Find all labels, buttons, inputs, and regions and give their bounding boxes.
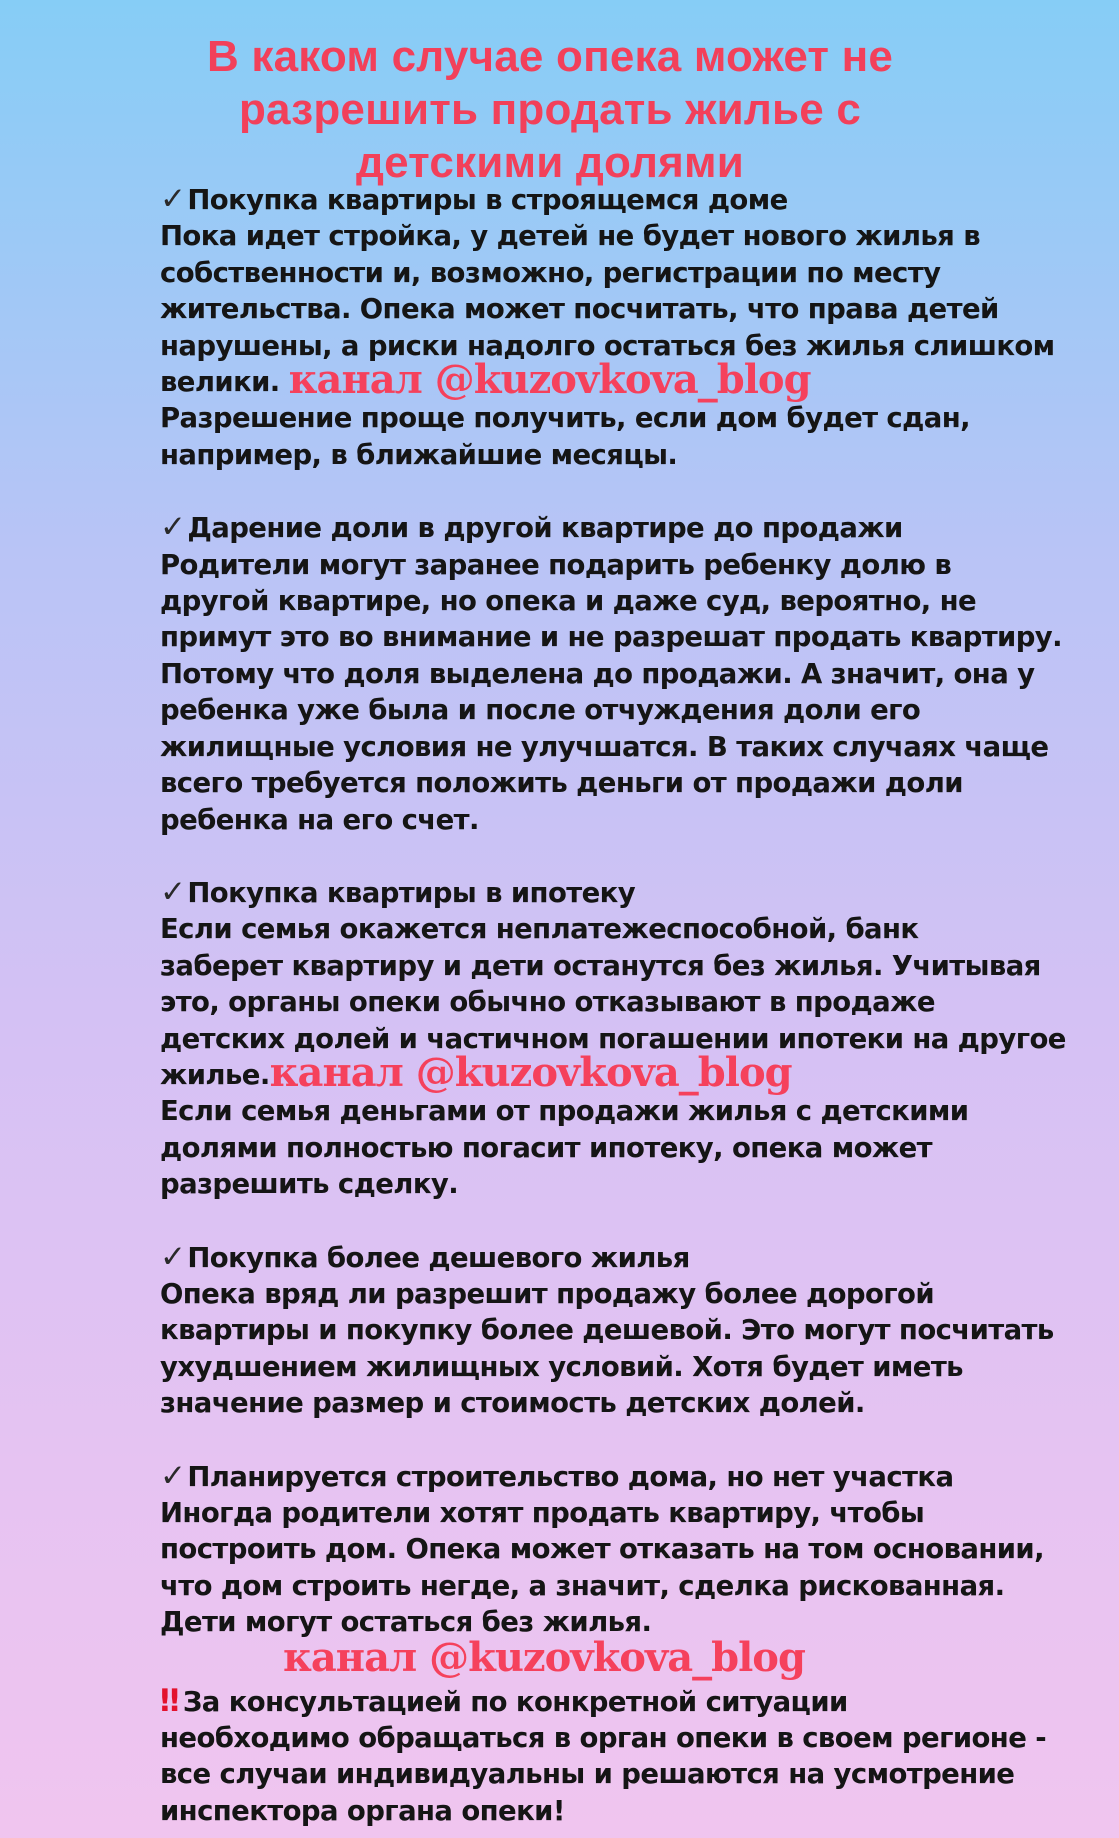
section-heading bbox=[160, 509, 1090, 546]
body-line: что дом строить негде, а значит, сделка рискованная. bbox=[160, 1569, 1005, 1602]
body-line: Дети могут остаться без жилья. bbox=[160, 1606, 652, 1639]
body-text: жилье. bbox=[160, 1058, 270, 1091]
watermark-channel: канал @kuzovkova_blog bbox=[288, 356, 811, 404]
double-exclamation-icon: ‼ bbox=[160, 1682, 179, 1719]
body-line: Опека вряд ли разрешит продажу более дорогой bbox=[160, 1277, 935, 1310]
watermark-channel: канал @kuzovkova_blog bbox=[269, 1048, 792, 1096]
body-line: Если семья окажется неплатежеспособной, банк bbox=[160, 913, 919, 946]
body-line: ухудшением жилищных условий. Хотя будет иметь bbox=[160, 1350, 963, 1383]
body-line: нарушены, а риски надолго остаться без жилья слишком bbox=[160, 329, 1055, 362]
body-line: Если семья деньгами от продажи жилья с детскими bbox=[160, 1095, 969, 1128]
body-line: квартиры и покупку более дешевой. Это могут посчитать bbox=[160, 1314, 1054, 1347]
body-line bbox=[160, 1048, 1090, 1096]
body-line: жительства. Опека может посчитать, что права детей bbox=[160, 293, 999, 326]
page-title bbox=[140, 30, 960, 189]
section-house-building bbox=[160, 1458, 1090, 1641]
body-line: детских долей и частичном погашении ипотеки на другое bbox=[160, 1022, 1066, 1055]
footer-note bbox=[160, 1683, 1090, 1830]
check-icon: ✓ bbox=[160, 1457, 186, 1494]
check-icon: ✓ bbox=[160, 1238, 186, 1275]
footer-line: все случаи индивидуальны и решаются на усмотрение bbox=[160, 1758, 1015, 1791]
body-line: например, в ближайшие месяцы. bbox=[160, 438, 678, 471]
body-line: значение размер и стоимость детских долей. bbox=[160, 1387, 865, 1420]
body-text: велики. bbox=[160, 366, 280, 399]
section-heading bbox=[160, 874, 1090, 911]
article-body bbox=[160, 181, 1090, 1829]
footer-heading bbox=[160, 1683, 1090, 1720]
body-line: разрешить сделку. bbox=[160, 1168, 459, 1201]
body-line: всего требуется положить деньги от продажи доли bbox=[160, 767, 963, 800]
body-line: ребенка уже была и после отчуждения доли его bbox=[160, 694, 921, 727]
body-line: Иногда родители хотят продать квартиру, чтобы bbox=[160, 1497, 925, 1529]
title-line: разрешить продать жилье с bbox=[238, 85, 862, 134]
title-line: В каком случае опека может не bbox=[206, 32, 894, 81]
section-heading bbox=[160, 1239, 1090, 1276]
section-heading bbox=[160, 181, 1090, 218]
body-line: долями полностью погасит ипотеку, опека может bbox=[160, 1131, 933, 1164]
heading-text: Покупка квартиры в ипотеку bbox=[187, 876, 636, 909]
body-line: ребенка на его счет. bbox=[160, 803, 479, 836]
footer-text: За консультацией по конкретной ситуации bbox=[182, 1685, 848, 1718]
body-line: Пока идет стройка, у детей не будет нового жилья в bbox=[160, 220, 981, 253]
body-line: жилищные условия не улучшатся. В таких случаях чаще bbox=[160, 730, 1049, 763]
body-line: примут это во внимание и не разрешат продать квартиру. bbox=[160, 621, 1062, 654]
body-line: собственности и, возможно, регистрации по месту bbox=[160, 256, 941, 289]
body-line: другой квартире, но опека и даже суд, вероятно, не bbox=[160, 585, 977, 618]
section-gift-share bbox=[160, 509, 1090, 838]
section-cheaper-housing bbox=[160, 1239, 1090, 1422]
check-icon: ✓ bbox=[160, 873, 186, 910]
footer-line: инспектора органа опеки! bbox=[160, 1794, 565, 1827]
section-mortgage bbox=[160, 874, 1090, 1203]
body-line: построить дом. Опека может отказать на том основании, bbox=[160, 1533, 1044, 1566]
section-construction bbox=[160, 181, 1090, 473]
watermark-channel: канал @kuzovkova_blog bbox=[283, 1633, 805, 1681]
check-icon: ✓ bbox=[160, 181, 186, 217]
body-line: заберет квартиру и дети останутся без жилья. Учитывая bbox=[160, 949, 1041, 982]
body-line: Родители могут заранее подарить ребенку долю в bbox=[160, 548, 952, 581]
body-line: Потому что доля выделена до продажи. А значит, она у bbox=[160, 657, 1035, 690]
heading-text: Покупка более дешевого жилья bbox=[187, 1241, 690, 1274]
heading-text: Планируется строительство дома, но нет участка bbox=[187, 1460, 954, 1493]
heading-text: Дарение доли в другой квартире до продажи bbox=[187, 512, 903, 545]
body-line: Разрешение проще получить, если дом будет сдан, bbox=[160, 402, 970, 435]
title-line: детскими долями bbox=[355, 138, 745, 187]
check-icon: ✓ bbox=[160, 509, 186, 546]
body-line: это, органы опеки обычно отказывают в продаже bbox=[160, 986, 935, 1019]
heading-text: Покупка квартиры в строящемся доме bbox=[187, 184, 788, 216]
body-line bbox=[160, 356, 1090, 404]
section-heading bbox=[160, 1458, 1090, 1495]
footer-line: необходимо обращаться в орган опеки в своем регионе - bbox=[160, 1722, 1047, 1755]
